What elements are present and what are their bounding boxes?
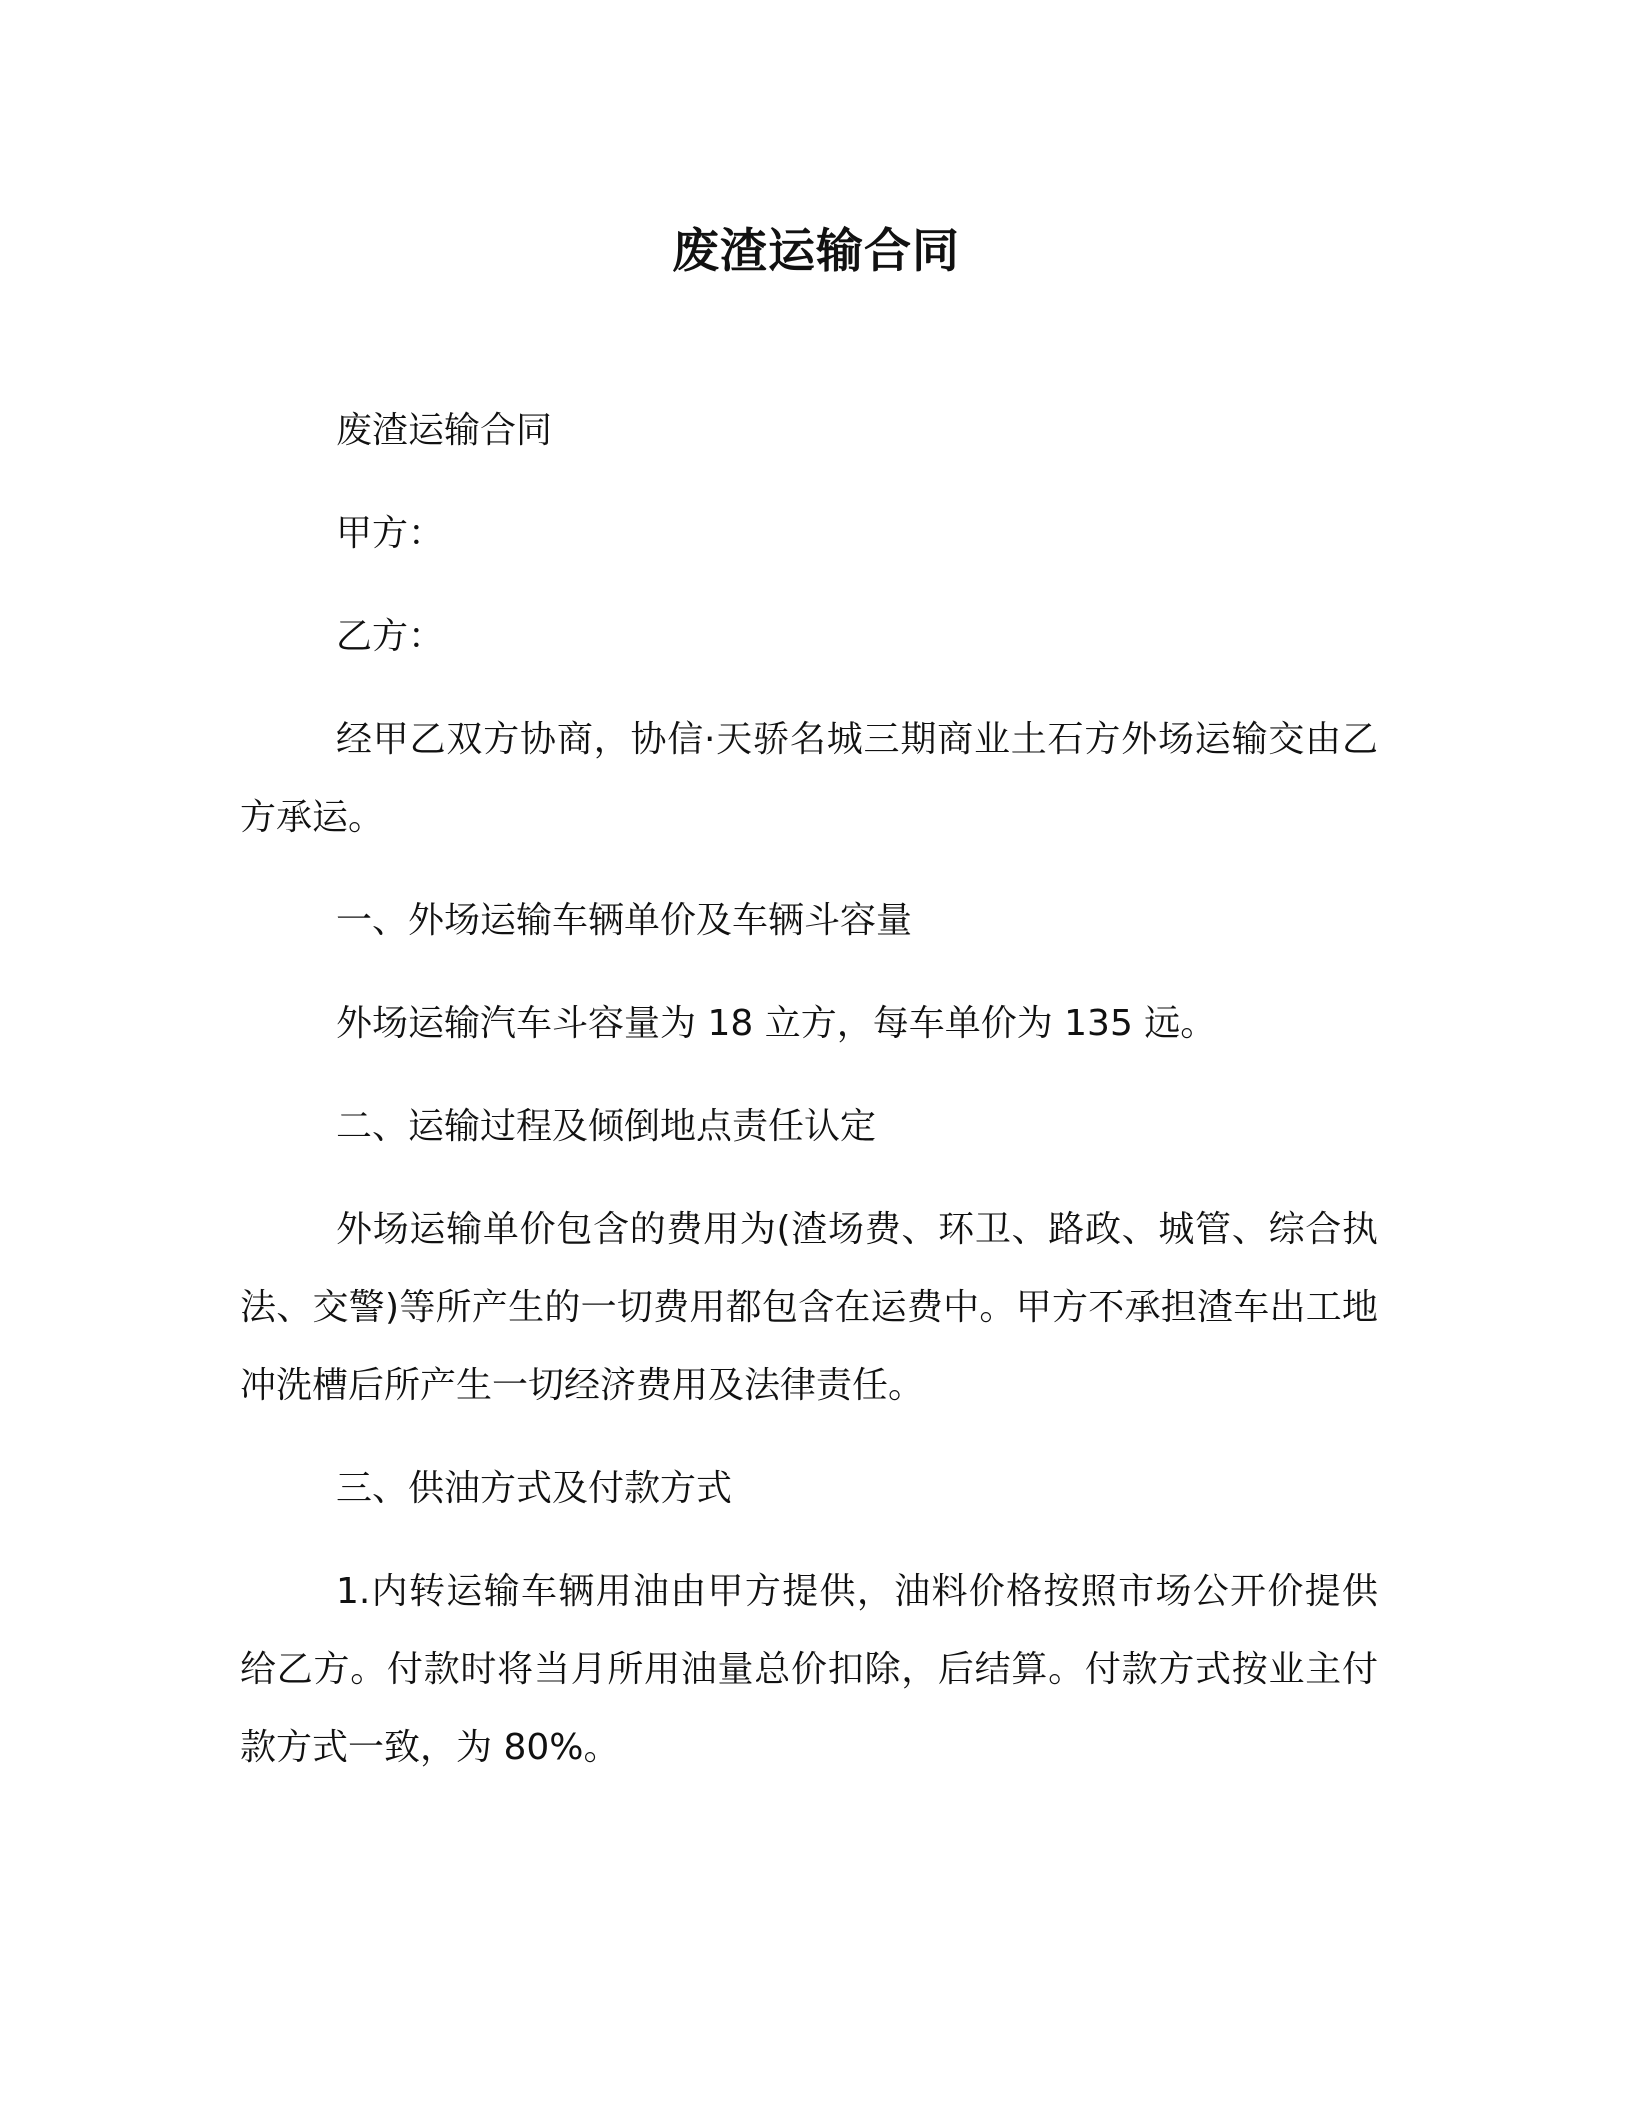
paragraph-contract-name: 废渣运输合同 (336, 410, 553, 451)
paragraph-section-2: 外场运输单价包含的费用为(渣场费、环卫、路政、城管、综合执法、交警)等所产生的一切费用都包含在运费中。甲方不承担渣车出工地冲洗槽后所产生一切经济费用及法律责任。 (240, 1209, 1378, 1406)
section-heading-2: 二、运输过程及倾倒地点责任认定 (336, 1106, 877, 1147)
paragraph-party-b: 乙方： (336, 616, 445, 657)
paragraph-party-a: 甲方： (336, 513, 445, 554)
document-title: 废渣运输合同 (672, 224, 960, 279)
section-heading-3: 三、供油方式及付款方式 (336, 1468, 733, 1509)
paragraph-intro: 经甲乙双方协商，协信·天骄名城三期商业土石方外场运输交由乙方承运。 (240, 719, 1378, 838)
document-body (240, 392, 1378, 1812)
paragraph-section-1: 外场运输汽车斗容量为 18 立方，每车单价为 135 远。 (336, 1003, 1217, 1044)
paragraph-section-3-item-1: 1.内转运输车辆用油由甲方提供，油料价格按照市场公开价提供给乙方。付款时将当月所用油量总价扣除，后结算。付款方式按业主付款方式一致，为 80%。 (240, 1571, 1378, 1768)
section-heading-1: 一、外场运输车辆单价及车辆斗容量 (336, 900, 913, 941)
